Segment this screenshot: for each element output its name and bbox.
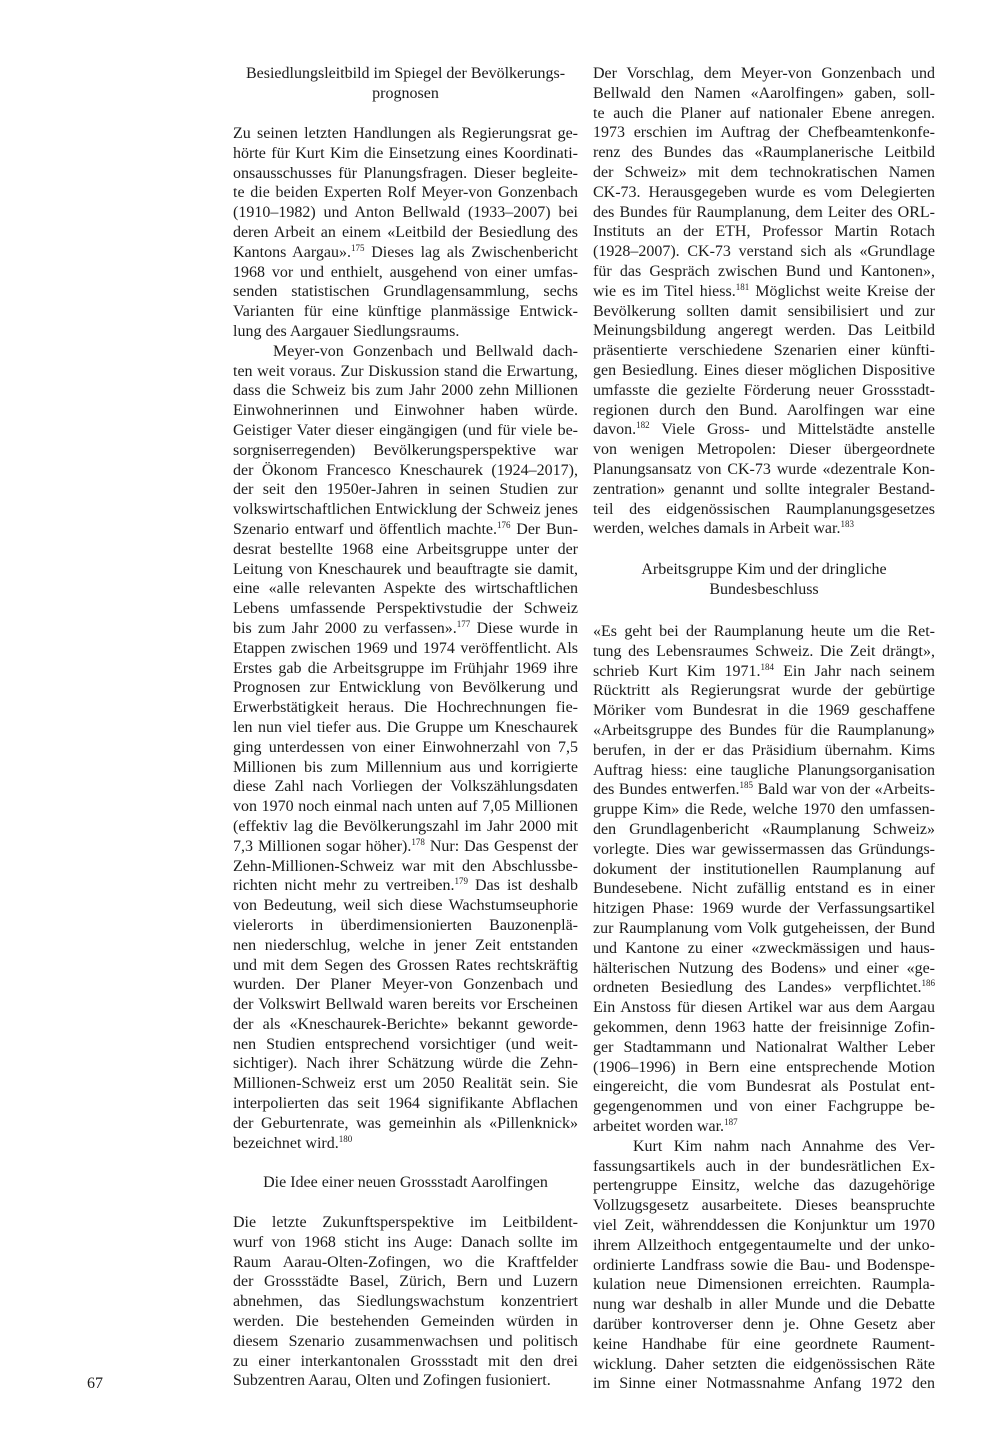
heading-line: Arbeitsgruppe Kim und der dringliche (641, 561, 887, 578)
footnote-reference[interactable]: 183 (840, 519, 854, 530)
text-line: des Bundes für Raumplanung, dem Leiter des ORL- (593, 203, 935, 221)
heading-line: Die Idee einer neuen Grossstadt Aarolfingen (263, 1174, 548, 1191)
text-line: te die beiden Experten Rolf Meyer-von Gonzenbach (233, 184, 578, 202)
text-line: Zu seinen letzten Handlungen als Regierungsrat ge- (233, 125, 578, 142)
text-line: renz des Bundes das «Raumplanerische Leitbild (593, 144, 935, 162)
footnote-reference[interactable]: 176 (497, 519, 511, 530)
paragraph (233, 342, 578, 1154)
text-segment: Ein Jahr nach seinem (773, 662, 935, 680)
text-line: (1906–1996) in Bern eine entsprechende Motion (593, 1058, 935, 1076)
text-line (593, 780, 935, 800)
text-line: gen Besiedlung. Eines dieser möglichen Dispositive (593, 361, 935, 379)
text-segment: richten nicht mehr zu vertreiben. (233, 877, 455, 895)
text-segment: bis zum Jahr 2000 zu verfassen». (233, 619, 457, 637)
text-line: ihrem Allzeithoch entgegentaumelte und der unko- (593, 1236, 935, 1254)
text-segment: Das ist deshalb (467, 877, 579, 895)
text-line: Lebens umfassende Perspektivstudie der Schweiz (233, 600, 578, 618)
text-line: nen Studien entsprechend vorsichtiger (und weit- (233, 1035, 578, 1053)
text-line: darüber kontroverser denn je. Ohne Gesetz aber (593, 1315, 935, 1333)
text-line: hitzigen Phase: 1969 wurde der Verfassungsartikel (593, 900, 935, 918)
text-line: 1973 erschien im Auftrag der Chefbeamtenkonfe- (593, 124, 935, 142)
footnote-reference[interactable]: 184 (760, 661, 774, 672)
text-line: Einwohnerinnen und Einwohner haben würde. (233, 402, 578, 420)
footnote-reference[interactable]: 178 (411, 836, 425, 847)
text-line (593, 519, 935, 539)
text-line: te auch die Planer auf nationaler Ebene anregen. (593, 104, 935, 122)
text-line: Kurt Kim nahm nach Annahme des Ver- (633, 1137, 935, 1155)
footnote-reference[interactable]: 179 (454, 876, 468, 887)
text-line: im Sinne einer Notmassnahme Anfang 1972 den (593, 1375, 935, 1393)
footnote-reference[interactable]: 181 (735, 281, 750, 292)
paragraph (593, 64, 935, 539)
paragraph (593, 1137, 935, 1394)
text-line: volkswirtschaftlichen Entwicklung der Schweiz jenes (233, 501, 578, 519)
text-line: umfasste die gezielte Förderung neuer Grossstadt- (593, 381, 935, 399)
text-line: gekommen, denn 1963 hatte der freisinnige Zofin- (593, 1018, 935, 1036)
footnote-reference[interactable]: 187 (724, 1116, 738, 1127)
text-line: der Grossstädte Basel, Zürich, Bern und Luzern (233, 1273, 578, 1291)
text-line: von 1970 noch einmal nach unten auf 7,05 Millionen (233, 798, 578, 816)
text-line: Bellwald den Namen «Aarolfingen» gaben, soll- (593, 84, 935, 102)
text-line: Bevölkerung sollten damit sensibilisiert und zur (593, 302, 935, 320)
text-line: zu einer interkantonalen Grossstadt mit den drei (233, 1352, 578, 1370)
text-line (233, 876, 578, 896)
footnote-reference[interactable]: 180 (338, 1133, 353, 1144)
text-line: sorgniserregenden) Bevölkerungsperspektive war (233, 441, 578, 459)
paragraph (233, 124, 578, 342)
text-line: der als «Kneschaurek-Berichte» bekannt geworde- (233, 1015, 578, 1033)
text-line: Möriker vom Bundesrat in die 1969 geschaffene (593, 702, 935, 720)
text-line: dokument der institutionellen Raumplanung auf (593, 860, 935, 878)
text-line: Meinungsbildung angeregt werden. Das Leitbild (593, 322, 935, 340)
text-segment: Nur: Das Gespenst der (424, 837, 578, 855)
text-line: für das Gespräch zwischen Bund und Kantonen», (593, 262, 935, 280)
text-line: senden statistischen Grundlagensammlung, sechs (233, 283, 578, 301)
text-line: onsausschusses für Planungsfragen. Dieser begleite- (233, 164, 578, 182)
page-number: 67 (87, 1375, 103, 1392)
text-line: tung des Lebensraumes Schweiz. Die Zeit drängt», (593, 642, 935, 660)
text-line: wurf von 1968 sticht ins Auge: Danach sollte im (233, 1233, 578, 1251)
paragraph (233, 1213, 578, 1391)
text-line (233, 520, 578, 540)
text-line: (effektiv lag die Bevölkerungszahl im Jahr 2000 mit (233, 817, 578, 835)
text-line: zentration» genannt und sollte integraler Bestand- (593, 480, 935, 498)
text-line: gegengenommen und von einer Fachgruppe be- (593, 1098, 935, 1116)
heading-line: Besiedlungsleitbild im Spiegel der Bevölkerungs- (245, 65, 566, 82)
text-line (233, 1134, 578, 1154)
text-line: präsentierte verschiedene Szenarien einer künfti- (593, 342, 935, 360)
text-line: hälterischen Nutzung des Bodens» und einer «ge- (593, 959, 935, 977)
text-segment: Diese wurde in (470, 619, 578, 637)
text-line: der Volkswirt Bellwald waren bereits vor Erscheinen (233, 996, 578, 1014)
text-line: (1910–1982) und Anton Bellwald (1933–2007) bei (233, 204, 578, 222)
text-line: vielerorts in überdimensionierten Bauzonenplä- (233, 916, 578, 934)
text-line: lung des Aargauer Siedlungsraums. (233, 322, 460, 340)
footnote-reference[interactable]: 182 (636, 420, 650, 431)
text-line: Subzentren Aarau, Olten und Zofingen fusioniert. (233, 1372, 551, 1390)
text-line (233, 837, 578, 857)
text-line: Instituts an der ETH, Professor Martin Rotach (593, 223, 935, 241)
text-line: Prognosen zur Entwicklung von Bevölkerung und (233, 679, 578, 697)
text-segment: wie es im Titel hiess. (593, 282, 736, 300)
heading-line: Bundesbeschluss (709, 580, 819, 598)
text-line: Bundesebene. Nicht zufällig entstand es in einer (593, 880, 935, 898)
text-line: Etappen zwischen 1969 und 1974 veröffentlicht. Als (233, 639, 578, 657)
text-line: ten weit voraus. Zur Diskussion stand die Erwartung, (233, 362, 578, 380)
text-line: interpolierten das seit 1964 signifikante Abflachen (233, 1095, 578, 1113)
paragraph (593, 622, 935, 1137)
text-line: abnehmen, das Siedlungswachstum konzentriert (233, 1293, 578, 1311)
text-line: teil des eidgenössischen Raumplanungsgesetzes (593, 500, 935, 518)
text-line: deren Arbeit an einem «Leitbild der Besiedlung des (233, 223, 578, 241)
text-segment: Der Bun- (510, 520, 579, 538)
text-line: werden. Die bestehenden Gemeinden würden in (233, 1312, 578, 1330)
footnote-reference[interactable]: 185 (739, 780, 753, 791)
text-line (593, 282, 935, 302)
text-line: vorlegte. Dies war gewissermassen das Gründungs- (593, 840, 935, 858)
text-line: 1968 vor und enthielt, ausgehend von einer umfas- (233, 263, 578, 281)
text-line: diese Zahl nach Vorliegen der Volkszählungsdaten (233, 778, 578, 796)
text-line: Raum Aarau-Olten-Zofingen, wo die Kraftfelder (233, 1253, 578, 1271)
text-segment: werden, welches damals in Arbeit war. (593, 520, 841, 538)
text-line: wicklung. Daher setzten die eidgenössischen Räte (593, 1355, 935, 1373)
heading-line: prognosen (372, 84, 439, 102)
text-line: Millionen-Schweiz erst um 2050 Realität sein. Sie (233, 1075, 578, 1093)
text-line: regionen durch den Bund. Aarolfingen war eine (593, 401, 935, 419)
text-line (593, 662, 935, 682)
text-line: eingereicht, die vom Bundesrat als Postulat ent- (593, 1078, 935, 1096)
text-line: Erstes gab die Arbeitsgruppe im Frühjahr 1969 ihre (233, 659, 578, 677)
footnote-reference[interactable]: 175 (350, 242, 365, 253)
text-line: Ein Anstoss für diesen Artikel war aus dem Aargau (593, 999, 935, 1017)
text-line: hörte für Kurt Kim die Einsetzung eines Koordinati- (233, 144, 578, 162)
text-line: Zehn-Millionen-Schweiz war mit den Abschlussbe- (233, 857, 578, 875)
text-segment: Viele Gross- und Mittelstädte anstelle (649, 421, 935, 439)
text-line: Varianten für eine künftige planmässige Entwick- (233, 303, 578, 321)
text-line: Auftrag hiess: eine taugliche Planungsorganisation (593, 761, 935, 779)
text-line: nung war deshalb in aller Munde und die Debatte (593, 1296, 935, 1314)
text-segment: Möglichst weite Kreise der (749, 282, 935, 300)
text-line: ger Stadtammann und Nationalrat Walther Leber (593, 1038, 935, 1056)
text-line: von wenigen Metropolen: Dieser übergeordnete (593, 441, 935, 459)
section-heading-arbeitsgruppe-kim (593, 560, 935, 600)
text-line (593, 1117, 935, 1137)
text-line (593, 978, 935, 998)
text-segment: schrieb Kurt Kim 1971. (593, 662, 761, 680)
text-line: diesem Szenario zusammenwachsen und politisch (233, 1332, 578, 1350)
text-line (593, 420, 935, 440)
text-line: Meyer-von Gonzenbach und Bellwald dach- (273, 342, 578, 360)
text-line: Rücktritt als Regierungsrat wurde der gebürtige (593, 682, 935, 700)
text-segment: Szenario entwarf und öffentlich machte. (233, 520, 497, 538)
text-line: berufen, in der er das Präsidium übernahm. Kims (593, 741, 935, 759)
text-line: fassungsartikels auch in der bundesrätlichen Ex- (593, 1157, 935, 1175)
text-line: zur Raumplanung vom Volk gutgeheissen, der Bund (593, 919, 935, 937)
text-segment: 7,3 Millionen sogar höher). (233, 837, 412, 855)
text-line: nen niederschlug, welche in jener Zeit entstanden (233, 936, 578, 954)
text-line: (1928–2007). CK-73 verstand sich als «Grundlage (593, 243, 935, 261)
text-line: von Bedeutung, weil sich diese Wachstumseuphorie (233, 897, 578, 915)
section-heading-aarolfingen (233, 1173, 578, 1193)
text-line: gruppe Kim» die Rede, welche 1970 den umfassen- (593, 801, 935, 819)
text-line: Geistiger Vater dieser eingängigen (und für viele be- (233, 421, 578, 439)
text-line: und mit dem Segen des Grossen Rates rechtskräftig (233, 956, 578, 974)
text-segment: davon. (593, 421, 637, 439)
section-heading-besiedlungsleitbild (233, 64, 578, 104)
text-segment: des Bundes entwerfen. (593, 781, 740, 799)
text-line: keine Handhabe für eine geordnete Raument- (593, 1335, 935, 1353)
text-line: der Schweiz» mit dem technokratischen Namen (593, 163, 935, 181)
footnote-reference[interactable]: 177 (456, 618, 471, 629)
text-segment: bezeichnet wird. (233, 1134, 339, 1152)
text-line: dass die Schweiz bis zum Jahr 2000 zehn Millionen (233, 382, 578, 400)
text-segment: arbeitet worden war. (593, 1117, 725, 1135)
text-segment: Dieses lag als Zwischenbericht (364, 243, 578, 261)
text-line: Millionen bis zum Millennium aus und korrigierte (233, 758, 578, 776)
text-line: desrat bestellte 1968 eine Arbeitsgruppe unter der (233, 540, 578, 558)
text-line: «Arbeitsgruppe des Bundes für die Raumplanung» (593, 721, 935, 739)
text-segment: Kantons Aargau». (233, 243, 351, 261)
text-line: wurden. Der Planer Meyer-von Gonzenbach und (233, 976, 578, 994)
text-line: Der Vorschlag, dem Meyer-von Gonzenbach und (593, 65, 935, 82)
text-line: pertengruppe Einsitz, welche das dazugehörige (593, 1177, 935, 1195)
text-line: Erwerbstätigkeit heraus. Die Hochrechnungen fie- (233, 699, 578, 717)
text-line: kulation neue Dimensionen erreichten. Raumpla- (593, 1276, 935, 1294)
text-line: der Geburtenrate, was gemeinhin als «Pillenknick» (233, 1114, 578, 1132)
text-segment: ordneten Besiedlung des Landes» verpflichtet. (593, 979, 922, 997)
text-line: eine «alle relevanten Aspekte des wirtschaftlichen (233, 580, 578, 598)
text-line: ordinierte Landfrass sowie die Bau- und Bodenspe- (593, 1256, 935, 1274)
text-line (233, 619, 578, 639)
text-line: Leitung von Kneschaurek und beauftragte sie damit, (233, 560, 578, 578)
text-line: und Kantone zu einer «zweckmässigen und haus- (593, 939, 935, 957)
text-line: Vollzugsgesetz ausarbeitete. Dieses beanspruchte (593, 1197, 935, 1215)
text-line: CK-73. Herausgegeben wurde es vom Delegierten (593, 183, 935, 201)
text-line: len nun viel tiefer aus. Die Gruppe um Kneschaurek (233, 718, 578, 736)
text-line: Die letzte Zukunftsperspektive im Leitbildent- (233, 1214, 578, 1231)
text-line: der seit den 1950er-Jahren in seinen Studien zur (233, 481, 578, 499)
text-line (233, 243, 578, 263)
text-line: «Es geht bei der Raumplanung heute um die Ret- (593, 623, 935, 640)
text-line: viel Zeit, währenddessen die Konjunktur um 1970 (593, 1216, 935, 1234)
text-line: sichtiger). Nach ihrer Schätzung würde die Zehn- (233, 1055, 578, 1073)
text-line: der Ökonom Francesco Kneschaurek (1924–2017), (233, 461, 578, 479)
footnote-reference[interactable]: 186 (921, 978, 935, 989)
text-line: Planungsansatz von CK-73 wurde «dezentrale Kon- (593, 460, 935, 478)
text-segment: Bald war von der «Arbeits- (752, 781, 936, 799)
text-line: den Grundlagenbericht «Raumplanung Schweiz» (593, 820, 935, 838)
text-line: ging unterdessen von einer Einwohnerzahl von 7,5 (233, 738, 578, 756)
